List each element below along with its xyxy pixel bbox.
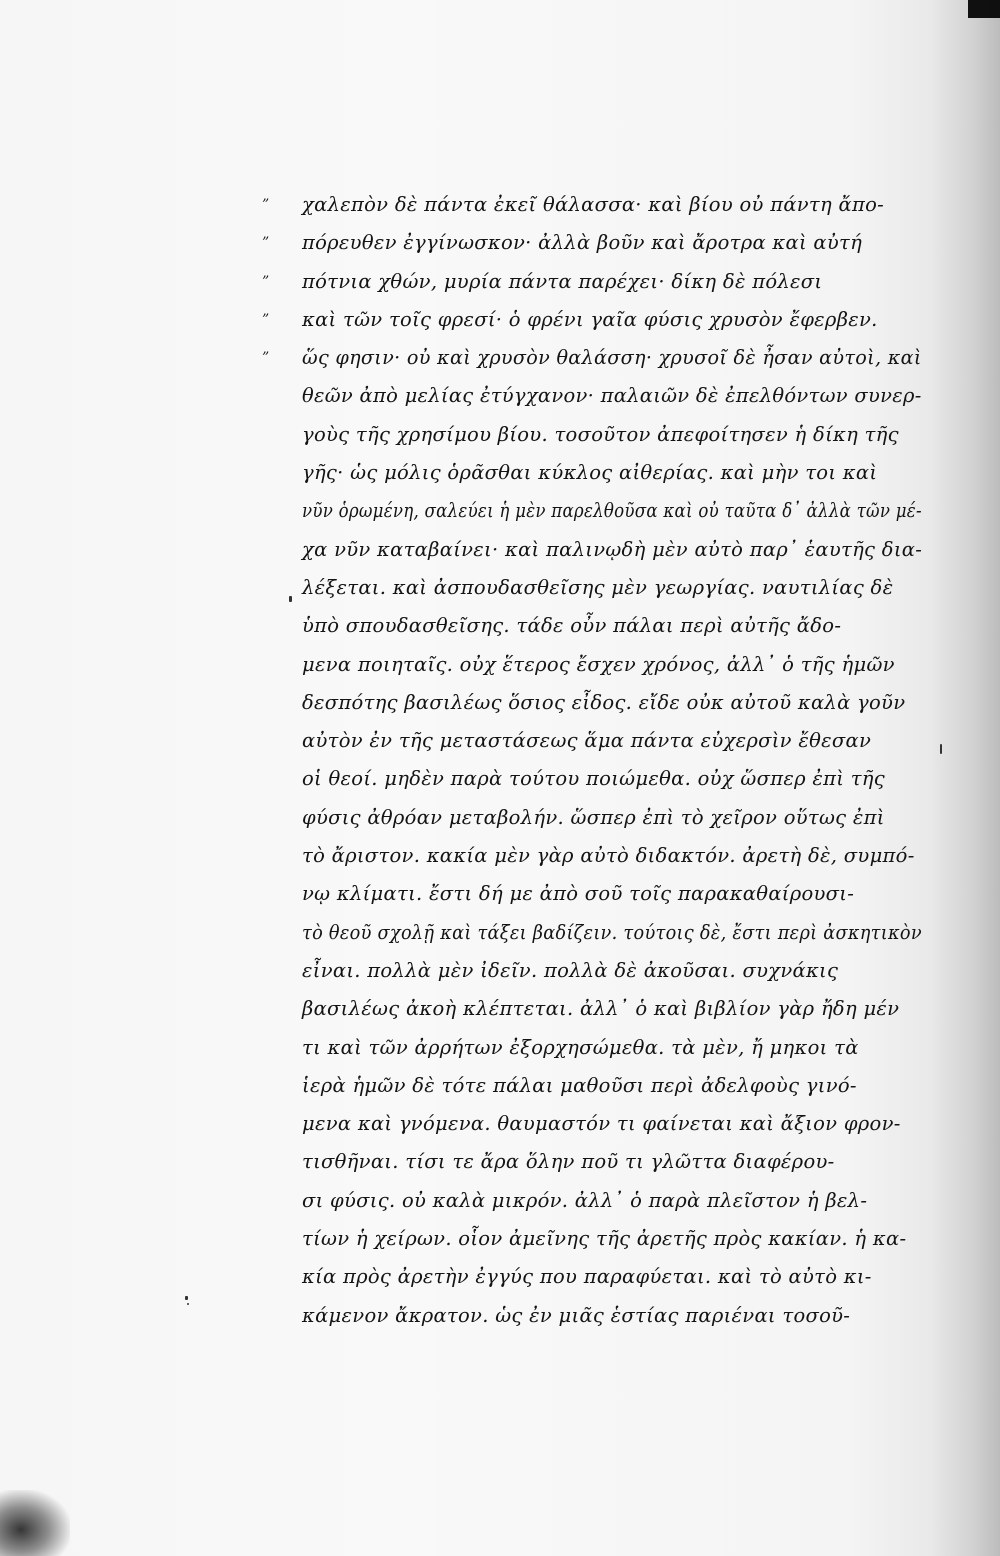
- manuscript-line-text: βασιλέως ἀκοὴ κλέπτεται. ἀλλ᾽ ὁ καὶ βιβλίον γὰρ ἤδη μέν: [302, 997, 900, 1021]
- manuscript-line: [262, 301, 922, 339]
- manuscript-line-text: οἱ θεοί. μηδὲν παρὰ τούτου ποιώμεθα. οὐχ ὥσπερ ἐπὶ τῆς: [302, 767, 885, 791]
- quotation-marker: ”: [262, 350, 270, 367]
- manuscript-line-text: κία πρὸς ἀρετὴν ἐγγύς που παραφύεται. καὶ τὸ αὐτὸ κι-: [302, 1265, 872, 1289]
- manuscript-line-text: γῆς· ὡς μόλις ὁρᾶσθαι κύκλος αἰθερίας. καὶ μὴν τοι καὶ: [302, 461, 878, 485]
- manuscript-line: [262, 531, 922, 569]
- manuscript-line: [262, 722, 922, 760]
- manuscript-line: [262, 569, 922, 607]
- manuscript-line: [262, 1258, 922, 1296]
- manuscript-line-text: δεσπότης βασιλέως ὅσιος εἶδος. εἴδε οὐκ αὐτοῦ καλὰ γοῦν: [302, 690, 906, 714]
- quotation-marker: ”: [262, 235, 270, 252]
- manuscript-line-text: νῦν ὁρωμένη, σαλεύει ἡ μὲν παρελθοῦσα καὶ οὐ ταῦτα δ᾽ ἀλλὰ τῶν μέ-: [302, 499, 922, 523]
- manuscript-line: [262, 990, 922, 1028]
- manuscript-line-text: ἱερὰ ἡμῶν δὲ τότε πάλαι μαθοῦσι περὶ ἀδελφοὺς γινό-: [302, 1073, 857, 1097]
- quotation-marker: ”: [262, 311, 270, 328]
- manuscript-line: [262, 1067, 922, 1105]
- scan-blot: [0, 1490, 70, 1556]
- manuscript-line: [262, 1297, 922, 1335]
- quotation-marker: ”: [262, 273, 270, 290]
- manuscript-line: [262, 646, 922, 684]
- manuscript-line-text: μενα καὶ γνόμενα. θαυμαστόν τι φαίνεται καὶ ἄξιον φρον-: [302, 1112, 901, 1136]
- manuscript-line-text: πόρευθεν ἐγγίνωσκον· ἀλλὰ βοῦν καὶ ἄροτρα καὶ αὐτή: [302, 231, 863, 255]
- manuscript-line-text: τὸ θεοῦ σχολῇ καὶ τάξει βαδίζειν. τούτοις δὲ, ἔστι περὶ ἀσκητικὸν: [302, 920, 922, 944]
- manuscript-text-block: [262, 186, 922, 1335]
- manuscript-line: [262, 492, 922, 530]
- manuscript-line: [262, 760, 922, 798]
- manuscript-line: [262, 263, 922, 301]
- manuscript-line-text: γοὺς τῆς χρησίμου βίου. τοσοῦτον ἀπεφοίτησεν ἡ δίκη τῆς: [302, 422, 899, 446]
- manuscript-line-text: νῳ κλίματι. ἔστι δή με ἀπὸ σοῦ τοῖς παρακαθαίρουσι-: [302, 882, 855, 906]
- manuscript-line: [262, 952, 922, 990]
- manuscript-line: [262, 1029, 922, 1067]
- manuscript-line-text: κάμενον ἄκρατον. ὡς ἐν μιᾶς ἑστίας παριέναι τοσοῦ-: [302, 1303, 851, 1327]
- manuscript-line-text: πότνια χθών, μυρία πάντα παρέχει· δίκη δὲ πόλεσι: [302, 269, 823, 293]
- manuscript-line: [262, 837, 922, 875]
- manuscript-line: [262, 416, 922, 454]
- manuscript-line: [262, 914, 922, 952]
- manuscript-line-text: αὐτὸν ἐν τῆς μεταστάσεως ἅμα πάντα εὐχερσὶν ἔθεσαν: [302, 729, 872, 753]
- manuscript-line-text: τίων ἡ χείρων. οἷον ἀμεῖνης τῆς ἀρετῆς πρὸς κακίαν. ἡ κα-: [302, 1227, 907, 1251]
- manuscript-line: [262, 454, 922, 492]
- manuscript-line: [262, 684, 922, 722]
- manuscript-line-text: καὶ τῶν τοῖς φρεσί· ὁ φρένι γαῖα φύσις χρυσὸν ἔφερβεν.: [302, 307, 878, 331]
- manuscript-line: [262, 186, 922, 224]
- manuscript-line-text: τισθῆναι. τίσι τε ἄρα ὅλην ποῦ τι γλῶττα διαφέρου-: [302, 1150, 835, 1174]
- manuscript-line: [262, 607, 922, 645]
- manuscript-line-text: ὥς φησιν· οὐ καὶ χρυσὸν θαλάσση· χρυσοῖ δὲ ἦσαν αὐτοὶ, καὶ: [302, 346, 922, 370]
- manuscript-line: [262, 1143, 922, 1181]
- manuscript-line: [262, 1220, 922, 1258]
- ink-speck: [187, 1303, 189, 1305]
- manuscript-line: [262, 377, 922, 415]
- manuscript-line-text: μενα ποιηταῖς. οὐχ ἕτερος ἔσχεν χρόνος, ἀλλ᾽ ὁ τῆς ἡμῶν: [302, 652, 895, 676]
- manuscript-line-text: χαλεπὸν δὲ πάντα ἐκεῖ θάλασσα· καὶ βίου οὐ πάντη ἄπο-: [302, 193, 885, 216]
- quotation-marker: ”: [262, 197, 270, 213]
- manuscript-line: [262, 339, 922, 377]
- manuscript-line-text: τὸ ἄριστον. κακία μὲν γὰρ αὐτὸ διδακτόν. ἀρετὴ δὲ, συμπό-: [302, 844, 915, 868]
- manuscript-line: [262, 1105, 922, 1143]
- manuscript-line-text: τι καὶ τῶν ἀρρήτων ἐξορχησώμεθα. τὰ μὲν, ἤ μηκοι τὰ: [302, 1035, 859, 1059]
- ink-speck: [185, 1296, 188, 1300]
- manuscript-line-text: λέξεται. καὶ ἀσπουδασθεῖσης μὲν γεωργίας. ναυτιλίας δὲ: [302, 575, 894, 599]
- manuscript-line: [262, 875, 922, 913]
- manuscript-line-text: χα νῦν καταβαίνει· καὶ παλινῳδὴ μὲν αὐτὸ παρ᾽ ἑαυτῆς δια-: [302, 537, 923, 561]
- manuscript-line-text: σι φύσις. οὐ καλὰ μικρόν. ἀλλ᾽ ὁ παρὰ πλεῖστον ἡ βελ-: [302, 1188, 868, 1212]
- manuscript-line-text: θεῶν ἀπὸ μελίας ἐτύγχανον· παλαιῶν δὲ ἐπελθόντων συνερ-: [302, 384, 922, 408]
- manuscript-line: [262, 799, 922, 837]
- page-edge-shadow: [930, 0, 1000, 1556]
- manuscript-line-text: εἶναι. πολλὰ μὲν ἰδεῖν. πολλὰ δὲ ἀκοῦσαι. συχνάκις: [302, 958, 839, 982]
- manuscript-line: [262, 1182, 922, 1220]
- manuscript-line: [262, 224, 922, 262]
- ink-speck: [940, 744, 942, 754]
- manuscript-line-text: φύσις ἀθρόαν μεταβολήν. ὥσπερ ἐπὶ τὸ χεῖρον οὕτως ἐπὶ: [302, 805, 885, 829]
- manuscript-line-text: ὑπὸ σπουδασθεῖσης. τάδε οὖν πάλαι περὶ αὐτῆς ἄδο-: [302, 614, 842, 638]
